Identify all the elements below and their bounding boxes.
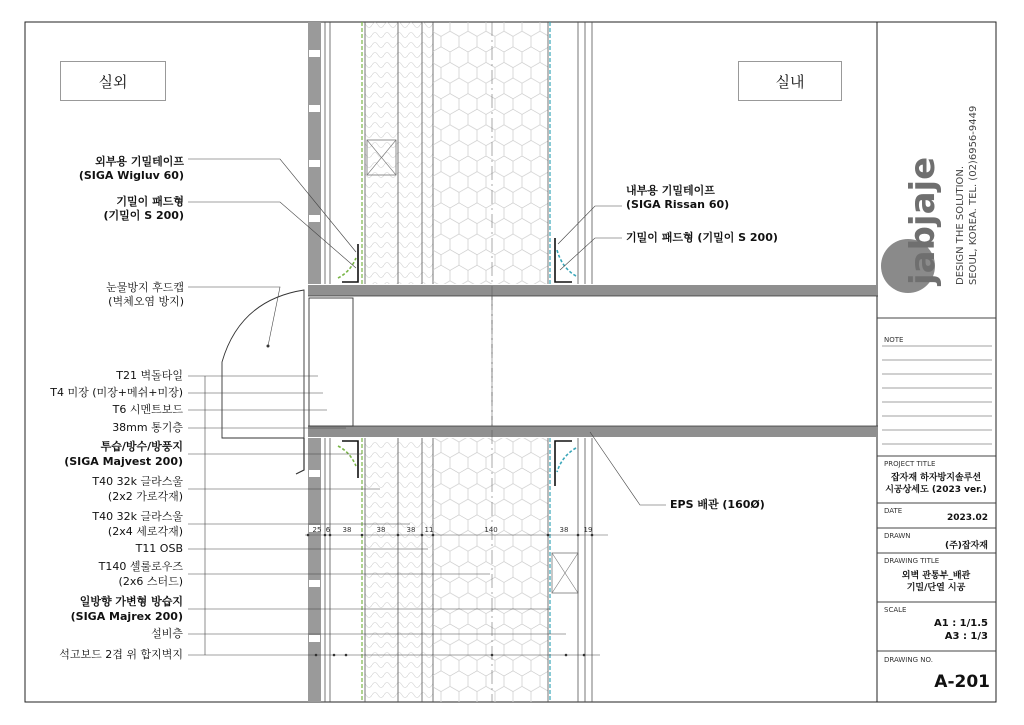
layer-label: (2x4 세로각재)	[107, 525, 183, 538]
drawing-title-label: DRAWING TITLE	[884, 557, 940, 565]
drawing-title-line: 기밀/단열 시공	[906, 583, 966, 593]
layer-label: 석고보드 2겹 위 합지벽지	[59, 648, 183, 661]
note-label: NOTE	[884, 336, 904, 344]
callout-text: EPS 배관 (160Ø)	[670, 498, 765, 511]
layer-label: T21 벽돌타일	[116, 369, 183, 382]
dim-value: 19	[583, 526, 593, 534]
layer-label: (SIGA Majrex 200)	[70, 610, 183, 623]
callout-text: 내부용 기밀테이프	[626, 184, 715, 197]
layer-label: (SIGA Majvest 200)	[64, 455, 183, 468]
dim-value: 25	[312, 526, 322, 534]
callout-pad-interior	[626, 231, 778, 245]
project-title	[877, 472, 995, 496]
layer-label: T140 셀룰로우즈	[98, 560, 183, 573]
callout-interior-tape	[626, 184, 729, 212]
dim-value: 11	[424, 526, 434, 534]
drawing-title	[877, 570, 995, 594]
dim-value: 38	[342, 526, 352, 534]
layer-label: T6 시멘트보드	[112, 403, 183, 416]
layer-label: T40 32k 글라스울	[92, 475, 183, 488]
drawing-title-line: 외벽 관통부_배관	[901, 571, 971, 581]
layer-label: 일방향 가변형 방습지	[79, 595, 183, 608]
scale-value	[934, 617, 988, 643]
project-title-line: 잡자재 하자방지솔루션	[890, 473, 982, 483]
callout-text: (SIGA Wigluv 60)	[78, 169, 184, 182]
date-value: 2023.02	[947, 513, 988, 523]
dim-value: 38	[559, 526, 569, 534]
dim-value: 38	[376, 526, 386, 534]
slogan: DESIGN THE SOLUTION.	[955, 165, 966, 285]
scale-line: A1 : 1/1.5	[934, 618, 988, 629]
drawing-no-label: DRAWING NO.	[884, 656, 933, 664]
drawn-value: (주)잡자재	[944, 541, 988, 551]
project-title-label: PROJECT TITLE	[884, 460, 936, 468]
exterior-label: 실외	[60, 61, 166, 101]
hood-cap	[222, 290, 353, 474]
layer-list	[30, 0, 183, 725]
layer-label: (2x6 스터드)	[118, 575, 183, 588]
callout-text: 눈물방지 후드캡	[106, 281, 184, 294]
dim-value: 6	[325, 526, 331, 534]
logo: jabjaje	[903, 156, 943, 285]
dim-value: 38	[406, 526, 416, 534]
project-title-line: 시공상세도 (2023 ver.)	[885, 485, 987, 495]
slogan-group	[955, 106, 979, 285]
callout-eps-pipe	[670, 498, 765, 512]
date-label: DATE	[884, 507, 903, 515]
callout-text: 기밀이 패드형 (기밀이 S 200)	[626, 231, 778, 244]
layer-label: (2x2 가로각재)	[107, 490, 183, 503]
layer-label: 설비층	[151, 627, 183, 640]
interior-label: 실내	[738, 61, 842, 101]
layer-label: T11 OSB	[135, 542, 183, 555]
dim-value: 140	[484, 526, 498, 534]
callout-text: (기밀이 S 200)	[103, 209, 184, 222]
callout-text: 기밀이 패드형	[116, 195, 184, 208]
scale-label: SCALE	[884, 606, 907, 614]
drawn-label: DRAWN	[884, 532, 911, 540]
scale-line: A3 : 1/3	[944, 631, 988, 642]
layer-label: 투습/방수/방풍지	[100, 440, 183, 453]
contact-info: SEOUL, KOREA. TEL. (02)6956-9449	[968, 105, 979, 285]
callout-text: (SIGA Rissan 60)	[626, 198, 730, 211]
wall-section-top	[308, 22, 592, 284]
wall-section-bottom	[308, 438, 592, 702]
layer-label: T40 32k 글라스울	[92, 510, 183, 523]
layer-label: T4 미장 (미장+메쉬+미장)	[50, 386, 183, 399]
drawing-no: A-201	[934, 672, 990, 692]
callout-text: 외부용 기밀테이프	[95, 155, 184, 168]
logo-text-group	[903, 157, 943, 287]
callout-text: (벽체오염 방지)	[108, 295, 184, 308]
layer-label: 38mm 통기층	[112, 421, 183, 434]
